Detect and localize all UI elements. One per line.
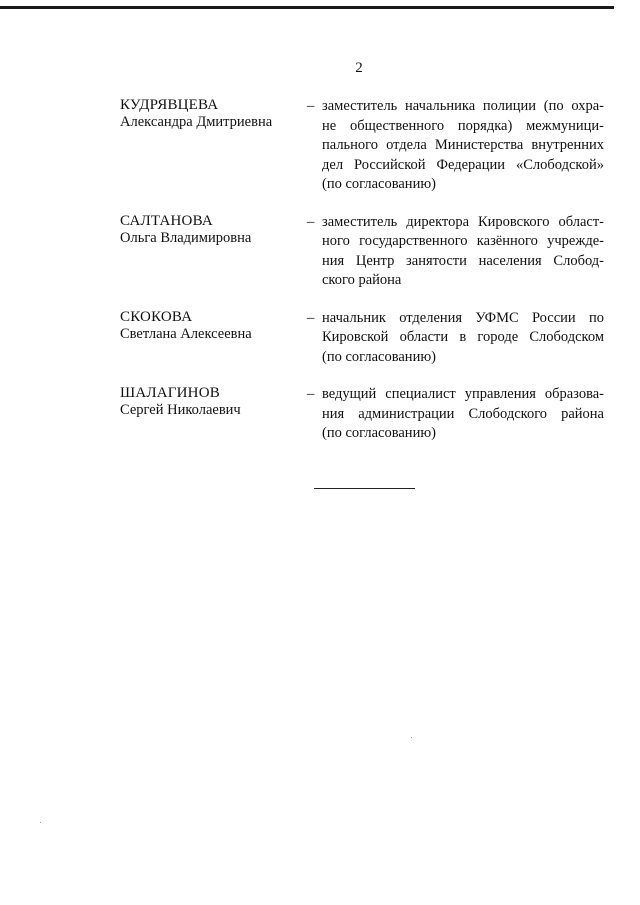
position-line: (по согласованию) — [322, 176, 436, 192]
position-line: ского района — [322, 272, 402, 288]
dash-separator: – — [307, 309, 315, 326]
dash-separator: – — [307, 98, 315, 114]
position-description — [322, 385, 604, 444]
position-description — [322, 97, 604, 195]
position-line: заместитель директора Кировского област- — [322, 213, 604, 230]
surname: САЛТАНОВА — [120, 212, 213, 229]
position-description — [322, 213, 604, 291]
list-item — [120, 309, 604, 368]
position-line: ного государственного казённого учрежде- — [322, 233, 604, 249]
position-line: ния Центр занятости населения Слобод- — [322, 252, 604, 269]
position-line: дел Российской Федерации «Слободской» — [322, 156, 604, 173]
position-line: (по согласованию) — [322, 425, 436, 441]
person-name — [120, 213, 307, 291]
given-names: Сергей Николаевич — [120, 402, 241, 418]
page-number: 2 — [355, 60, 363, 76]
end-of-list-rule — [314, 488, 415, 489]
dash-separator: – — [307, 386, 315, 402]
given-names: Светлана Алексеевна — [120, 325, 252, 342]
position-line: заместитель начальника полиции (по охра- — [322, 98, 604, 114]
surname: КУДРЯВЦЕВА — [120, 97, 219, 113]
person-name — [120, 385, 307, 444]
person-name — [120, 97, 307, 195]
person-name — [120, 309, 307, 368]
given-names: Ольга Владимировна — [120, 229, 252, 246]
scan-speck — [40, 822, 41, 823]
surname: СКОКОВА — [120, 308, 193, 325]
position-line: ведущий специалист управления образова- — [322, 386, 604, 402]
list-item — [120, 213, 604, 291]
scan-speck — [411, 737, 412, 738]
dash-separator: – — [307, 213, 315, 230]
list-item — [120, 385, 604, 444]
position-line: (по согласованию) — [322, 348, 436, 365]
personnel-list — [120, 97, 604, 464]
position-line: Кировской области в городе Слободском — [322, 329, 604, 345]
given-names: Александра Дмитриевна — [120, 114, 273, 130]
position-line: пального отдела Министерства внутренних — [322, 137, 604, 153]
top-border-rule — [0, 6, 614, 9]
list-item — [120, 97, 604, 195]
position-description — [322, 309, 604, 368]
position-line: ния администрации Слободского района — [322, 405, 604, 422]
surname: ШАЛАГИНОВ — [120, 385, 220, 401]
position-line: начальник отделения УФМС России по — [322, 309, 604, 326]
position-line: не общественного порядка) межмуници- — [322, 117, 604, 134]
